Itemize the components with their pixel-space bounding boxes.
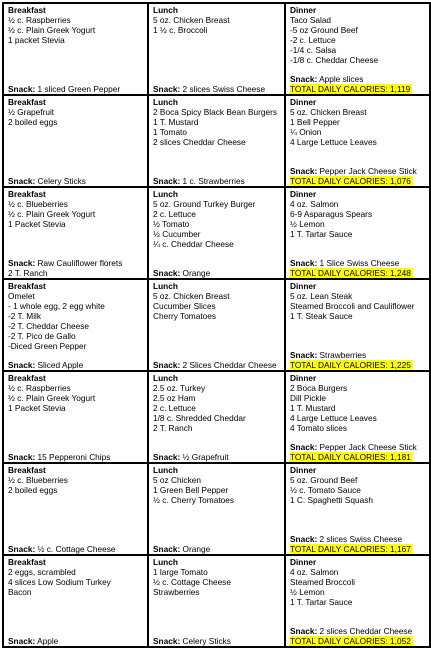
food-item: 1 large Tomato [153, 567, 208, 577]
food-item: Cherry Tomatoes [153, 311, 217, 321]
breakfast-cell [3, 95, 148, 187]
food-item: Bacon [8, 587, 32, 597]
snack-text: 2 slices Swiss Cheese [317, 534, 403, 544]
snack-block [153, 84, 281, 94]
snack-line [8, 84, 144, 94]
breakfast-cell [3, 3, 148, 95]
snack-block [153, 636, 281, 646]
dinner-heading: Dinner [290, 189, 317, 199]
dinner-heading: Dinner [290, 557, 317, 567]
food-item: 2 Boca Spicy Black Bean Burgers [153, 107, 278, 117]
food-item: 4 oz. Salmon [290, 199, 339, 209]
lunch-cell [148, 279, 285, 371]
food-item: 4 Large Lettuce Leaves [290, 413, 377, 423]
food-item: Steamed Broccoli [290, 577, 356, 587]
snack-text: Pepper Jack Cheese Stick [317, 442, 417, 452]
snack-text: 2 Slices Cheddar Cheese [180, 360, 277, 370]
food-item: -2 c. Lettuce [290, 35, 336, 45]
food-item: 6-9 Asparagus Spears [290, 209, 373, 219]
snack-label: Snack: [290, 350, 318, 360]
snack-line [8, 544, 144, 554]
breakfast-cell [3, 371, 148, 463]
snack-block [290, 626, 426, 646]
total-calories-line [290, 84, 426, 94]
food-item: 1 T. Tartar Sauce [290, 597, 353, 607]
total-calories-line [290, 360, 426, 370]
lunch-cell [148, 3, 285, 95]
total-calories: TOTAL DAILY CALORIES: 1,181 [290, 452, 411, 462]
snack-label: Snack: [8, 636, 36, 646]
snack-label: Snack: [153, 360, 181, 370]
food-item: 5 oz. Lean Steak [290, 291, 353, 301]
snack-block [153, 360, 281, 370]
snack-line [153, 176, 281, 186]
snack-text: Pepper Jack Cheese Stick [317, 166, 417, 176]
food-item: 2.5 oz. Turkey [153, 383, 206, 393]
breakfast-content [8, 557, 144, 646]
breakfast-cell [3, 463, 148, 555]
breakfast-heading: Breakfast [8, 97, 46, 107]
total-calories-line [290, 636, 426, 646]
food-item: 1 packet Stevia [8, 35, 65, 45]
dinner-cell [285, 279, 430, 371]
dinner-heading: Dinner [290, 373, 317, 383]
dinner-cell [285, 187, 430, 279]
snack-block [8, 84, 144, 94]
snack-line [153, 360, 281, 370]
lunch-heading: Lunch [153, 97, 178, 107]
snack-block [153, 176, 281, 186]
snack-block [8, 360, 144, 370]
snack-label: Snack: [290, 74, 318, 84]
food-item: ½ c. Blueberries [8, 199, 68, 209]
total-calories: TOTAL DAILY CALORIES: 1,225 [290, 360, 411, 370]
food-item: -Diced Green Pepper [8, 341, 87, 351]
snack-label: Snack: [8, 452, 36, 462]
snack-block [153, 452, 281, 462]
snack-text: ½ Grapefruit [180, 452, 229, 462]
snack-line [290, 166, 426, 176]
snack-text: Orange [180, 544, 211, 554]
food-item: ½ Grapefruit [8, 107, 55, 117]
snack-block [8, 544, 144, 554]
food-item: -1/8 c. Cheddar Cheese [290, 55, 379, 65]
snack-label: Snack: [153, 84, 181, 94]
dinner-heading: Dinner [290, 281, 317, 291]
dinner-content [290, 189, 426, 278]
snack-block [290, 166, 426, 186]
food-item: -2 T. Milk [8, 311, 42, 321]
snack-label: Snack: [153, 636, 181, 646]
breakfast-heading: Breakfast [8, 281, 46, 291]
snack-label: Snack: [290, 442, 318, 452]
breakfast-cell [3, 555, 148, 647]
snack-label: Snack: [153, 268, 181, 278]
food-item: Taco Salad [290, 15, 332, 25]
snack-block [8, 176, 144, 186]
day-row [3, 95, 430, 187]
snack-text: Celery Sticks [35, 176, 86, 186]
snack-text: ½ c. Cottage Cheese [35, 544, 116, 554]
snack-line [153, 452, 281, 462]
food-item: 4 Large Lettuce Leaves [290, 137, 377, 147]
dinner-content [290, 281, 426, 370]
food-item: -5 oz Ground Beef [290, 25, 358, 35]
snack-text: Apple slices [317, 74, 364, 84]
food-item: 1 Tomato [153, 127, 187, 137]
food-item: 2 slices Cheddar Cheese [153, 137, 246, 147]
lunch-cell [148, 371, 285, 463]
total-calories-line [290, 452, 426, 462]
food-item: ½ c. Plain Greek Yogurt [8, 209, 96, 219]
food-item: Steamed Broccoli and Cauliflower [290, 301, 415, 311]
food-item: -2 T. Cheddar Cheese [8, 321, 90, 331]
food-item: ½ Lemon [290, 587, 325, 597]
breakfast-content [8, 189, 144, 278]
food-item: ½ c. Plain Greek Yogurt [8, 25, 96, 35]
lunch-cell [148, 95, 285, 187]
snack-line [153, 268, 281, 278]
snack-text: 15 Pepperoni Chips [35, 452, 111, 462]
snack-line [290, 534, 426, 544]
snack-line [8, 452, 144, 462]
snack-line [153, 544, 281, 554]
food-item: ¼ Onion [290, 127, 322, 137]
food-item: 2 c. Lettuce [153, 403, 196, 413]
lunch-heading: Lunch [153, 189, 178, 199]
breakfast-heading: Breakfast [8, 465, 46, 475]
food-item: 1 Packet Stevia [8, 403, 66, 413]
snack-line [290, 258, 426, 268]
snack-text: 1 sliced Green Pepper [35, 84, 121, 94]
food-item: 2 boiled eggs [8, 485, 58, 495]
snack-text: 1 Slice Swiss Cheese [317, 258, 400, 268]
lunch-content [153, 5, 281, 94]
lunch-content [153, 281, 281, 370]
breakfast-heading: Breakfast [8, 189, 46, 199]
food-item: Dill Pickle [290, 393, 326, 403]
food-item: ¼ c. Cheddar Cheese [153, 239, 234, 249]
snack-line [8, 258, 144, 268]
meal-plan-table [2, 2, 431, 648]
snack-label: Snack: [8, 176, 36, 186]
snack-line [153, 84, 281, 94]
total-calories: TOTAL DAILY CALORIES: 1,248 [290, 268, 411, 278]
dinner-heading: Dinner [290, 5, 317, 15]
food-item: 1 T. Mustard [290, 403, 336, 413]
snack-text: Orange [180, 268, 211, 278]
total-calories: TOTAL DAILY CALORIES: 1,076 [290, 176, 411, 186]
food-item: 5 oz. Chicken Breast [153, 291, 230, 301]
food-item: 4 Tomato slices [290, 423, 348, 433]
snack-label: Snack: [8, 360, 36, 370]
snack-line [290, 442, 426, 452]
snack-label: Snack: [290, 166, 318, 176]
food-item: 2.5 oz Ham [153, 393, 196, 403]
snack-label: Snack: [8, 258, 36, 268]
snack-line [153, 636, 281, 646]
food-item: Omelet [8, 291, 35, 301]
snack-text: Apple [35, 636, 59, 646]
dinner-cell [285, 371, 430, 463]
snack-label: Snack: [290, 534, 318, 544]
lunch-content [153, 465, 281, 554]
snack-text: Strawberries [317, 350, 367, 360]
food-item: 1 T. Tartar Sauce [290, 229, 353, 239]
dinner-content [290, 373, 426, 462]
food-item: 1/8 c. Shredded Cheddar [153, 413, 246, 423]
food-item: 2 c. Lettuce [153, 209, 196, 219]
snack-text: 2 slices Cheddar Cheese [317, 626, 413, 636]
lunch-heading: Lunch [153, 465, 178, 475]
lunch-content [153, 97, 281, 186]
snack-label: Snack: [153, 544, 181, 554]
food-item: 5 oz. Ground Beef [290, 475, 358, 485]
food-item: - 1 whole egg, 2 egg white [8, 301, 105, 311]
snack-label: Snack: [290, 626, 318, 636]
food-item: 1 ½ c. Broccoli [153, 25, 208, 35]
breakfast-content [8, 281, 144, 370]
lunch-heading: Lunch [153, 281, 178, 291]
dinner-content [290, 557, 426, 646]
food-item: 1 C. Spaghetti Squash [290, 495, 374, 505]
snack-block [290, 534, 426, 554]
lunch-heading: Lunch [153, 557, 178, 567]
food-item: 4 slices Low Sodium Turkey [8, 577, 111, 587]
lunch-cell [148, 187, 285, 279]
breakfast-content [8, 5, 144, 94]
food-item: 1 T. Steak Sauce [290, 311, 353, 321]
meal-plan-body [3, 3, 430, 647]
snack-block [290, 350, 426, 370]
food-item: 5 oz. Chicken Breast [153, 15, 230, 25]
food-item: Strawberries [153, 587, 200, 597]
day-row [3, 463, 430, 555]
food-item: ½ c. Tomato Sauce [290, 485, 361, 495]
breakfast-cell [3, 187, 148, 279]
food-item: 1 Green Bell Pepper [153, 485, 229, 495]
snack-label: Snack: [8, 544, 36, 554]
total-calories: TOTAL DAILY CALORIES: 1,052 [290, 636, 411, 646]
dinner-content [290, 97, 426, 186]
food-item: ½ Tomato [153, 219, 190, 229]
dinner-cell [285, 555, 430, 647]
breakfast-heading: Breakfast [8, 557, 46, 567]
food-item: 5 oz. Ground Turkey Burger [153, 199, 256, 209]
snack-text: Raw Cauliflower florets [35, 258, 123, 268]
day-row [3, 187, 430, 279]
food-item: 1 T. Mustard [153, 117, 199, 127]
snack-label: Snack: [290, 258, 318, 268]
snack-block [153, 544, 281, 554]
dinner-cell [285, 3, 430, 95]
snack-line [8, 176, 144, 186]
food-item: -2 T. Pico de Gallo [8, 331, 76, 341]
food-item: 5 oz Chicken [153, 475, 201, 485]
snack-line [8, 636, 144, 646]
snack-block [8, 258, 144, 278]
lunch-content [153, 557, 281, 646]
food-item: 4 oz. Salmon [290, 567, 339, 577]
food-item: ½ c. Blueberries [8, 475, 68, 485]
food-item: 2 Boca Burgers [290, 383, 348, 393]
day-row [3, 555, 430, 647]
snack-line [8, 360, 144, 370]
lunch-heading: Lunch [153, 5, 178, 15]
day-row [3, 3, 430, 95]
day-row [3, 279, 430, 371]
breakfast-heading: Breakfast [8, 373, 46, 383]
snack-line [290, 74, 426, 84]
snack-line [290, 626, 426, 636]
snack-label: Snack: [153, 452, 181, 462]
snack-block [153, 268, 281, 278]
food-item: 2 eggs, scrambled [8, 567, 76, 577]
snack-text: Celery Sticks [180, 636, 231, 646]
food-item: 1 Bell Pepper [290, 117, 340, 127]
lunch-cell [148, 463, 285, 555]
food-item: 2 boiled eggs [8, 117, 58, 127]
total-calories: TOTAL DAILY CALORIES: 1,119 [290, 84, 411, 94]
food-item: ½ Lemon [290, 219, 325, 229]
total-calories-line [290, 544, 426, 554]
dinner-content [290, 465, 426, 554]
total-calories-line [290, 268, 426, 278]
dinner-heading: Dinner [290, 465, 317, 475]
breakfast-cell [3, 279, 148, 371]
day-row [3, 371, 430, 463]
total-calories-line [290, 176, 426, 186]
snack-block [290, 74, 426, 94]
food-item: ½ c. Plain Greek Yogurt [8, 393, 96, 403]
snack-text: 1 c. Strawberries [180, 176, 245, 186]
dinner-heading: Dinner [290, 97, 317, 107]
dinner-cell [285, 95, 430, 187]
lunch-heading: Lunch [153, 373, 178, 383]
total-calories: TOTAL DAILY CALORIES: 1,167 [290, 544, 411, 554]
food-item: ½ c. Raspberries [8, 383, 71, 393]
lunch-cell [148, 555, 285, 647]
food-item: Cucumber Slices [153, 301, 216, 311]
snack-label: Snack: [153, 176, 181, 186]
dinner-cell [285, 463, 430, 555]
breakfast-heading: Breakfast [8, 5, 46, 15]
snack-block [8, 636, 144, 646]
lunch-content [153, 189, 281, 278]
breakfast-content [8, 465, 144, 554]
food-item: 1 Packet Stevia [8, 219, 66, 229]
snack-line [290, 350, 426, 360]
snack-block [8, 452, 144, 462]
food-item: ½ c. Raspberries [8, 15, 71, 25]
food-item: 5 oz. Chicken Breast [290, 107, 367, 117]
snack-extra: 2 T. Ranch [8, 268, 48, 278]
food-item: ½ Cucumber [153, 229, 201, 239]
snack-text: Sliced Apple [35, 360, 84, 370]
breakfast-content [8, 373, 144, 462]
food-item: 2 T. Ranch [153, 423, 193, 433]
breakfast-content [8, 97, 144, 186]
dinner-content [290, 5, 426, 94]
food-item: -1/4 c. Salsa [290, 45, 337, 55]
lunch-content [153, 373, 281, 462]
snack-block [290, 442, 426, 462]
snack-block [290, 258, 426, 278]
food-item: ½ c. Cherry Tomatoes [153, 495, 235, 505]
snack-text: 2 slices Swiss Cheese [180, 84, 266, 94]
snack-label: Snack: [8, 84, 36, 94]
food-item: ½ c. Cottage Cheese [153, 577, 231, 587]
